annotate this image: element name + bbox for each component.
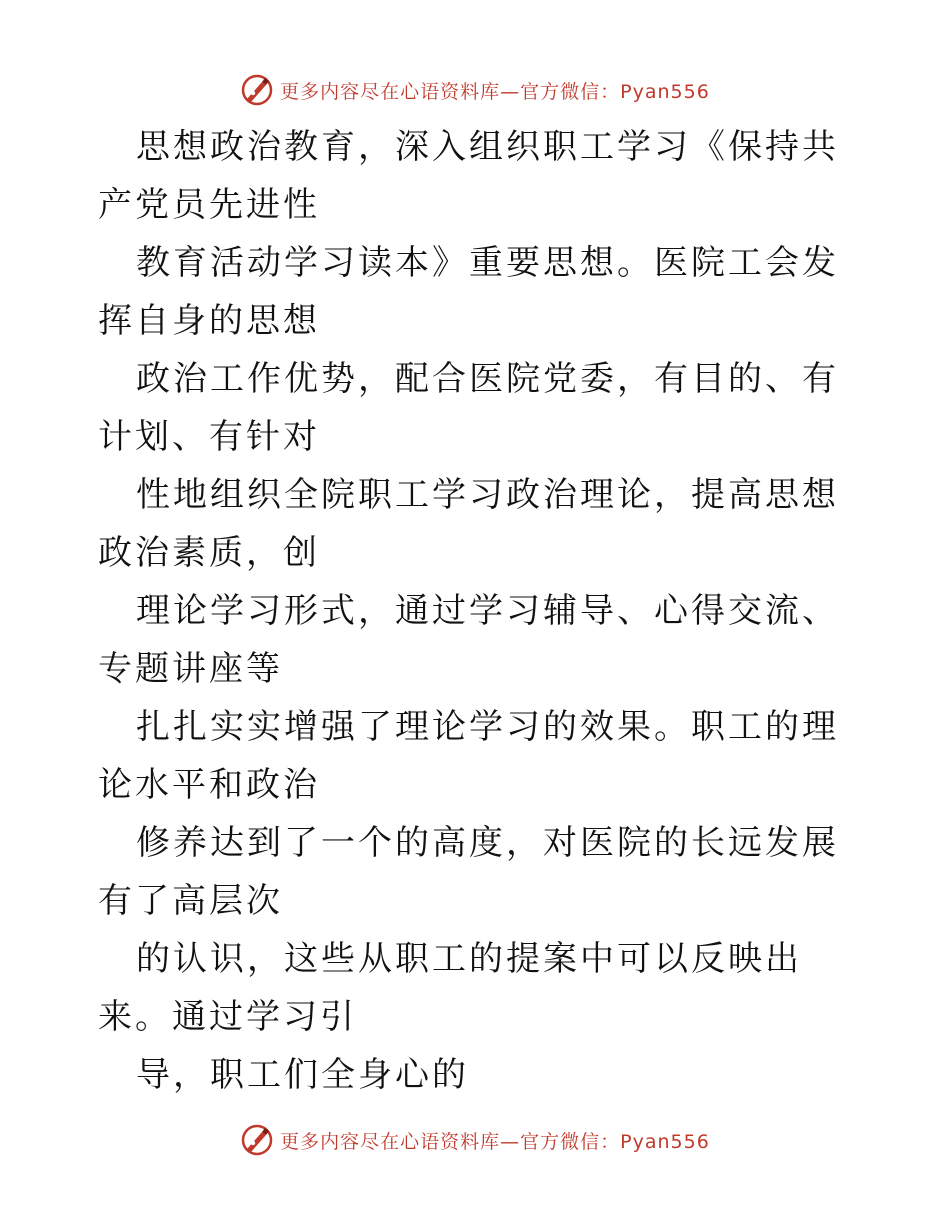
paragraph-4: 性地组织全院职工学习政治理论，提高思想政治素质，创 bbox=[98, 475, 839, 573]
paragraph-1: 思想政治教育，深入组织职工学习《保持共产党员先进性 bbox=[98, 127, 839, 225]
paragraph-2: 教育活动学习读本》重要思想。医院工会发挥自身的思想 bbox=[98, 243, 839, 341]
pen-logo-icon bbox=[240, 73, 274, 107]
paragraph-9: 导，职工们全身心的 bbox=[136, 1055, 469, 1095]
header-banner bbox=[0, 70, 950, 110]
header-banner-text: 更多内容尽在心语资料库—官方微信：Pyan556 bbox=[280, 80, 710, 103]
pen-logo-icon bbox=[240, 1123, 274, 1157]
paragraph-8: 的认识，这些从职工的提案中可以反映出来。通过学习引 bbox=[98, 939, 802, 1037]
paragraph-7: 修养达到了一个的高度，对医院的长远发展有了高层次 bbox=[98, 823, 839, 921]
paragraph-6: 扎扎实实增强了理论学习的效果。职工的理论水平和政治 bbox=[98, 707, 839, 805]
paragraph-3: 政治工作优势，配合医院党委，有目的、有计划、有针对 bbox=[98, 359, 839, 457]
document-body bbox=[98, 118, 858, 1104]
footer-banner bbox=[0, 1120, 950, 1160]
paragraph-5: 理论学习形式，通过学习辅导、心得交流、专题讲座等 bbox=[98, 591, 839, 689]
footer-banner-text: 更多内容尽在心语资料库—官方微信：Pyan556 bbox=[280, 1130, 710, 1153]
